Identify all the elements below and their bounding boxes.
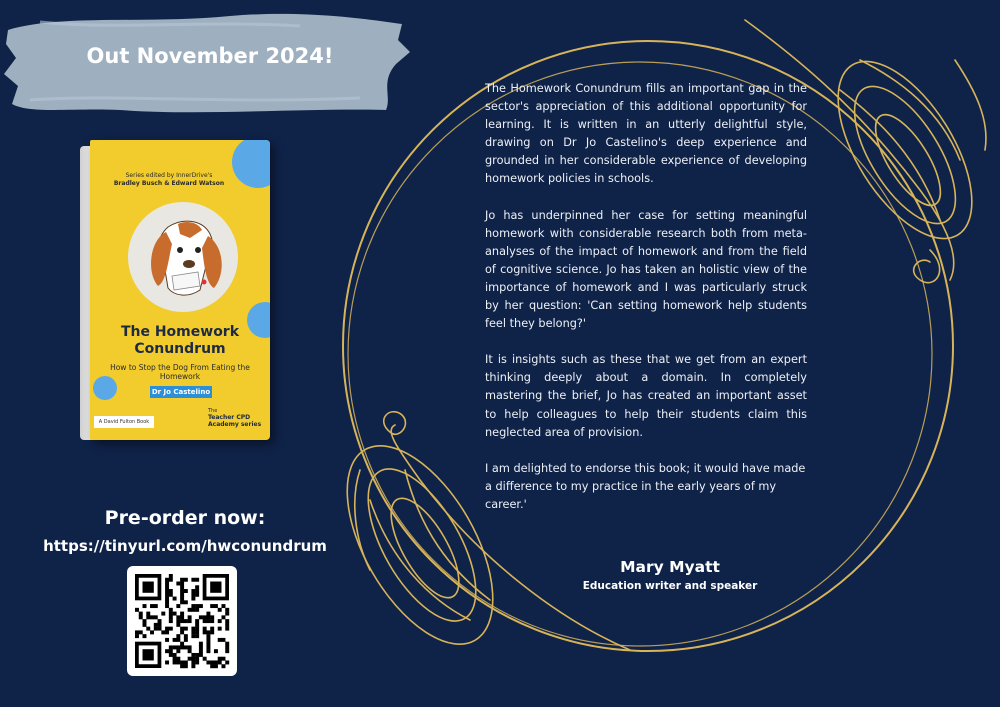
quote-paragraph: I am delighted to endorse this book; it would have made a difference to my practice in the early years of my career.' <box>485 461 806 511</box>
dog-icon <box>128 202 238 312</box>
endorser-name: Mary Myatt <box>620 558 720 576</box>
cover-publisher: A David Fulton Book <box>94 416 154 428</box>
preorder-heading: Pre-order now: <box>104 507 266 529</box>
book-front-cover <box>90 140 270 440</box>
book-cover-image <box>80 140 270 440</box>
quote-paragraph: Jo has underpinned her case for setting meaningful homework with considerable research both from meta-analyses of the impact of homework and from the field of cognitive science. Jo has taken an holistic view of the importance of homework and I was particularly struck by her question: 'Can setting homework help students feel they belong?' <box>485 208 807 331</box>
qr-code-graphic <box>127 566 237 676</box>
cover-subtitle: How to Stop the Dog From Eating the Homework <box>110 363 250 382</box>
cover-series-text: Series edited by InnerDrive's Bradley Busch & Edward Watson <box>113 172 225 187</box>
qr-code-icon[interactable] <box>127 566 237 676</box>
quote-paragraph: The Homework Conundrum fills an important gap in the sector's appreciation of this additional opportunity for learning. It is written in an utterly delightful style, drawing on Dr Jo Castelino's deep experience and grounded in her considerable experience of developing homework policies in schools. <box>485 82 807 186</box>
dog-illustration <box>128 202 238 312</box>
quote-paragraph: It is insights such as these that we get from an expert thinking deeply about a domain. In completely mastering the brief, Jo has created an important asset to help colleagues to help their students claim this neglected area of provision. <box>485 353 807 439</box>
endorsement-quote <box>485 80 807 514</box>
preorder-link[interactable]: https://tinyurl.com/hwconundrum <box>43 537 327 555</box>
cover-author: Dr Jo Castelino <box>151 388 211 396</box>
cover-series-logo: The Teacher CPD Academy series <box>208 408 262 429</box>
release-date-banner: Out November 2024! <box>86 44 334 68</box>
cover-title: The Homework Conundrum <box>120 324 240 357</box>
endorser-role: Education writer and speaker <box>582 580 758 592</box>
